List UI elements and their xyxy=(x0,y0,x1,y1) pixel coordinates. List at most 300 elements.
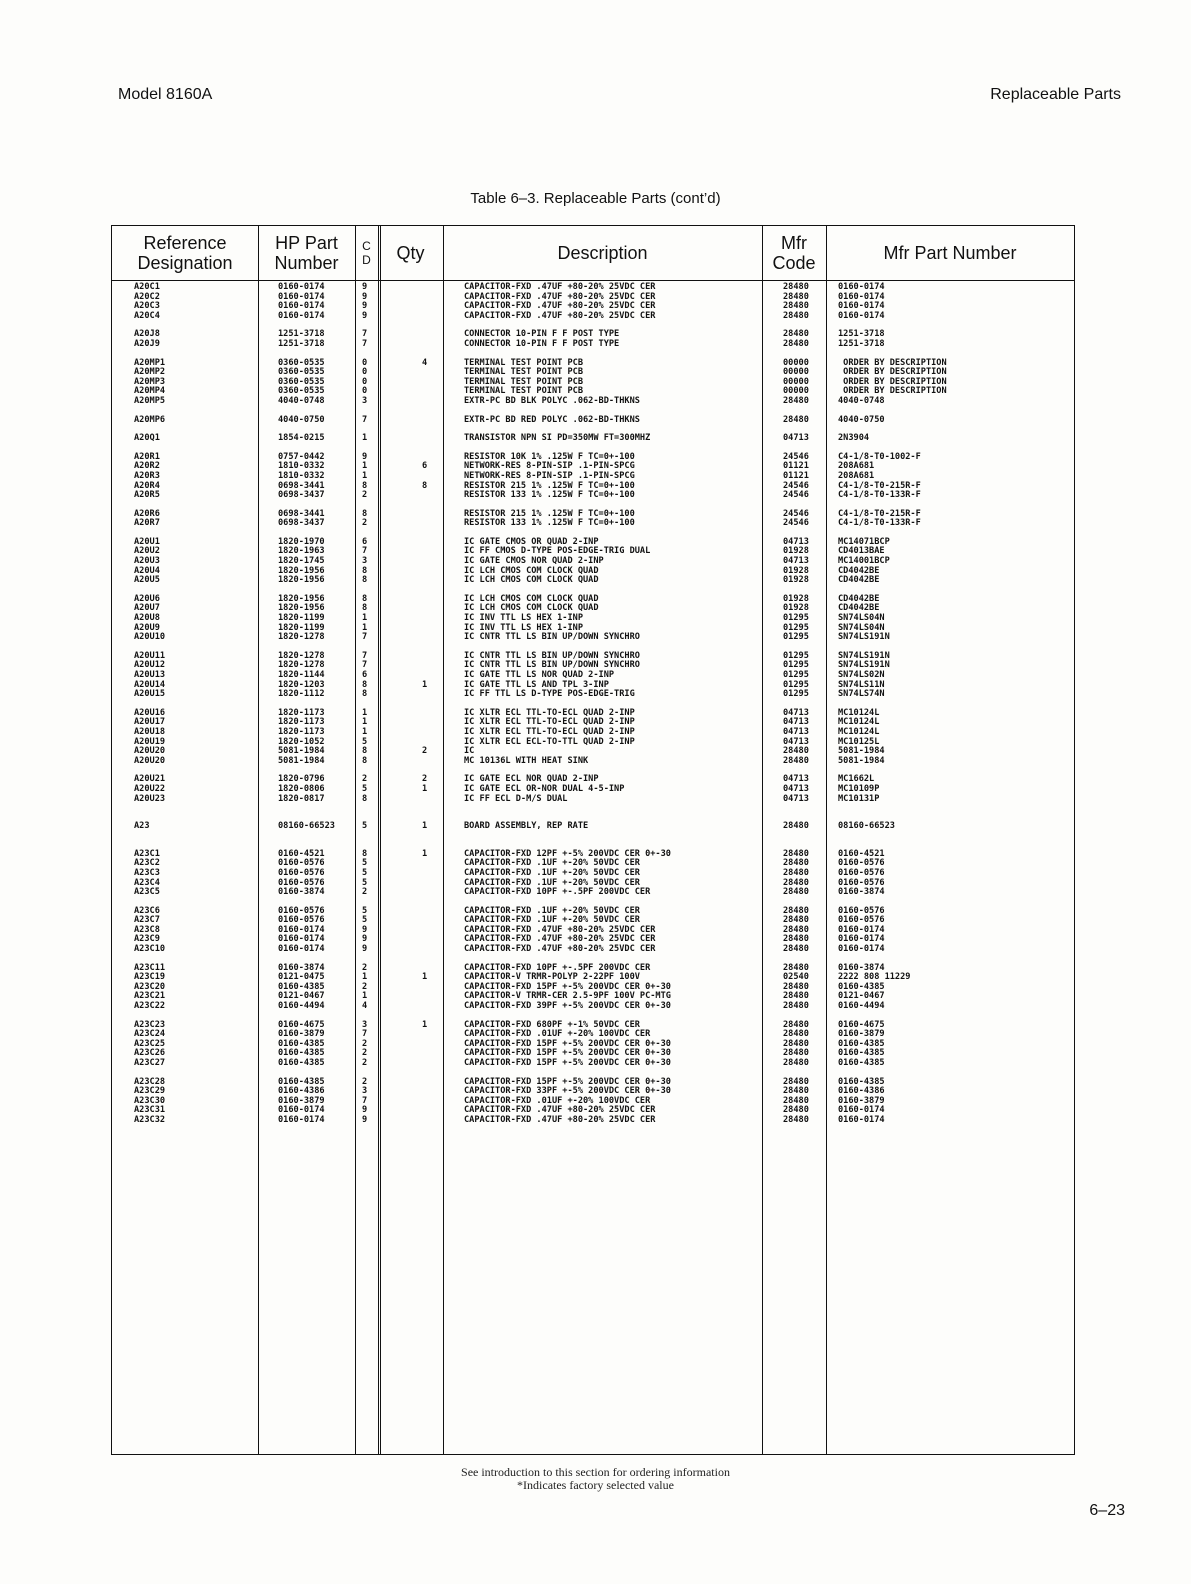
hp-part-number-cell: 0160-0174 xyxy=(278,291,325,302)
description-cell: CONNECTOR 10-PIN F F POST TYPE xyxy=(464,338,620,349)
mfr-part-number-cell: 2222 808 11229 xyxy=(838,972,911,983)
quantity-cell: 1 xyxy=(422,679,428,690)
mfr-part-number-cell: MC10124L xyxy=(838,717,880,728)
mfr-part-number-cell: 0160-0174 xyxy=(838,291,885,302)
mfr-code-cell: 04713 xyxy=(783,736,809,747)
table-row xyxy=(112,747,1074,757)
check-digit-cell: 8 xyxy=(362,679,368,690)
check-digit-cell: 8 xyxy=(362,603,368,614)
check-digit-cell: 2 xyxy=(362,1076,368,1087)
mfr-part-number-cell: 0160-4521 xyxy=(838,848,885,859)
hp-part-number-cell: 0160-0576 xyxy=(278,877,325,888)
mfr-part-number-cell: C4-1/8-T0-133R-F xyxy=(838,518,921,529)
hp-part-number-cell: 1251-3718 xyxy=(278,329,325,340)
mfr-part-number-cell: SN74LS11N xyxy=(838,679,885,690)
mfr-code-cell: 01121 xyxy=(783,470,809,481)
mfr-code-cell: 28480 xyxy=(783,1048,809,1059)
row-group xyxy=(112,453,1074,501)
reference-designation-cell: A20MP2 xyxy=(134,367,166,378)
col-header-mfr-part: Mfr Part Number xyxy=(883,243,1017,263)
reference-designation-cell: A23C6 xyxy=(134,905,160,916)
check-digit-cell: 9 xyxy=(362,944,368,955)
description-cell: NETWORK-RES 8-PIN-SIP .1-PIN-SPCG xyxy=(464,461,635,472)
description-cell: TERMINAL TEST POINT PCB xyxy=(464,357,583,368)
check-digit-cell: 7 xyxy=(362,546,368,557)
row-group xyxy=(112,416,1074,426)
mfr-code-cell: 00000 xyxy=(783,386,809,397)
check-digit-cell: 9 xyxy=(362,451,368,462)
table-row xyxy=(112,519,1074,529)
description-cell: IC LCH CMOS COM CLOCK QUAD xyxy=(464,575,599,586)
mfr-code-cell: 28480 xyxy=(783,848,809,859)
description-cell: IC XLTR ECL TTL-TO-ECL QUAD 2-INP xyxy=(464,726,635,737)
hp-part-number-cell: 0160-3874 xyxy=(278,962,325,973)
check-digit-cell: 9 xyxy=(362,301,368,312)
mfr-part-number-cell: CD4042BE xyxy=(838,565,880,576)
hp-part-number-cell: 0121-0475 xyxy=(278,972,325,983)
mfr-code-cell: 00000 xyxy=(783,367,809,378)
row-group xyxy=(112,652,1074,700)
check-digit-cell: 8 xyxy=(362,508,368,519)
mfr-part-number-cell: 0160-0174 xyxy=(838,934,885,945)
mfr-code-cell: 28480 xyxy=(783,310,809,321)
table-row xyxy=(112,945,1074,955)
mfr-part-number-cell: 0160-4385 xyxy=(838,1038,885,1049)
mfr-part-number-cell: SN74LS04N xyxy=(838,613,885,624)
mfr-part-number-cell: 0160-0174 xyxy=(838,282,885,292)
mfr-code-cell: 28480 xyxy=(783,991,809,1002)
mfr-code-cell: 28480 xyxy=(783,338,809,349)
page-number: 6–23 xyxy=(1089,1502,1125,1519)
mfr-code-cell: 04713 xyxy=(783,536,809,547)
description-cell: IC FF TTL LS D-TYPE POS-EDGE-TRIG xyxy=(464,689,635,700)
description-cell: IC FF CMOS D-TYPE POS-EDGE-TRIG DUAL xyxy=(464,546,651,557)
mfr-part-number-cell: 0160-4386 xyxy=(838,1086,885,1097)
mfr-code-cell: 28480 xyxy=(783,905,809,916)
reference-designation-cell: A23C1 xyxy=(134,848,160,859)
hp-part-number-cell: 0757-0442 xyxy=(278,451,325,462)
reference-designation-cell: A23C31 xyxy=(134,1105,166,1116)
table-row xyxy=(112,312,1074,322)
mfr-part-number-cell: SN74LS191N xyxy=(838,632,890,643)
reference-designation-cell: A23C3 xyxy=(134,867,160,878)
quantity-cell: 6 xyxy=(422,461,428,472)
row-group xyxy=(112,434,1074,444)
description-cell: IC XLTR ECL ECL-TO-TTL QUAD 2-INP xyxy=(464,736,635,747)
check-digit-cell: 5 xyxy=(362,915,368,926)
check-digit-cell: 9 xyxy=(362,1114,368,1125)
mfr-code-cell: 28480 xyxy=(783,821,809,832)
table-row xyxy=(112,416,1074,426)
check-digit-cell: 8 xyxy=(362,755,368,766)
mfr-code-cell: 01295 xyxy=(783,670,809,680)
hp-part-number-cell: 0360-0535 xyxy=(278,367,325,378)
hp-part-number-cell: 0160-3879 xyxy=(278,1029,325,1040)
reference-designation-cell: A23C10 xyxy=(134,944,166,955)
mfr-code-cell: 01928 xyxy=(783,575,809,586)
description-cell: RESISTOR 10K 1% .125W F TC=0+-100 xyxy=(464,451,635,462)
description-cell: IC GATE CMOS NOR QUAD 2-INP xyxy=(464,556,604,567)
reference-designation-cell: A23C22 xyxy=(134,1001,166,1012)
check-digit-cell: 2 xyxy=(362,518,368,529)
check-digit-cell: 9 xyxy=(362,934,368,945)
reference-designation-cell: A23C30 xyxy=(134,1095,166,1106)
reference-designation-cell: A20C3 xyxy=(134,301,160,312)
mfr-code-cell: 01928 xyxy=(783,546,809,557)
description-cell: CAPACITOR-FXD .01UF +-20% 100VDC CER xyxy=(464,1029,651,1040)
mfr-part-number-cell: 0160-4385 xyxy=(838,1076,885,1087)
mfr-code-cell: 28480 xyxy=(783,755,809,766)
mfr-code-cell: 01295 xyxy=(783,660,809,671)
mfr-code-cell: 28480 xyxy=(783,1086,809,1097)
row-group xyxy=(112,595,1074,643)
hp-part-number-cell: 1820-1963 xyxy=(278,546,325,557)
mfr-part-number-cell: 0160-3874 xyxy=(838,962,885,973)
mfr-part-number-cell: ORDER BY DESCRIPTION xyxy=(838,367,947,378)
row-group xyxy=(112,775,1074,804)
description-cell: CAPACITOR-V TRMR-POLYP 2-22PF 100V xyxy=(464,972,640,983)
row-group xyxy=(112,822,1074,832)
reference-designation-cell: A20U20 xyxy=(134,755,166,766)
reference-designation-cell: A23C4 xyxy=(134,877,160,888)
reference-designation-cell: A20MP1 xyxy=(134,357,166,368)
check-digit-cell: 9 xyxy=(362,291,368,302)
reference-designation-cell: A23C8 xyxy=(134,924,160,935)
description-cell: CAPACITOR-FXD 15PF +-5% 200VDC CER 0+-30 xyxy=(464,1058,671,1068)
mfr-part-number-cell: 208A681 xyxy=(838,470,875,481)
reference-designation-cell: A23C20 xyxy=(134,981,166,992)
description-cell: IC GATE CMOS OR QUAD 2-INP xyxy=(464,536,599,547)
reference-designation-cell: A20U16 xyxy=(134,707,166,718)
mfr-code-cell: 04713 xyxy=(783,433,809,444)
row-group xyxy=(112,330,1074,349)
mfr-part-number-cell: MC10124L xyxy=(838,726,880,737)
quantity-cell: 1 xyxy=(422,1019,428,1030)
mfr-code-cell: 28480 xyxy=(783,858,809,869)
hp-part-number-cell: 0121-0467 xyxy=(278,991,325,1002)
check-digit-cell: 5 xyxy=(362,867,368,878)
check-digit-cell: 3 xyxy=(362,395,368,406)
check-digit-cell: 1 xyxy=(362,613,368,624)
hp-part-number-cell: 1820-1278 xyxy=(278,632,325,643)
check-digit-cell: 9 xyxy=(362,924,368,935)
row-group xyxy=(112,907,1074,955)
reference-designation-cell: A20U1 xyxy=(134,536,160,547)
row-group xyxy=(112,1078,1074,1126)
check-digit-cell: 1 xyxy=(362,461,368,472)
check-digit-cell: 1 xyxy=(362,717,368,728)
hp-part-number-cell: 1820-1199 xyxy=(278,613,325,624)
mfr-code-cell: 28480 xyxy=(783,915,809,926)
mfr-part-number-cell: MC10124L xyxy=(838,707,880,718)
check-digit-cell: 8 xyxy=(362,689,368,700)
reference-designation-cell: A20U6 xyxy=(134,593,160,604)
mfr-part-number-cell: 0160-0174 xyxy=(838,924,885,935)
table-row xyxy=(112,785,1074,795)
mfr-part-number-cell: CD4013BAE xyxy=(838,546,885,557)
quantity-cell: 2 xyxy=(422,774,428,785)
hp-part-number-cell: 4040-0748 xyxy=(278,395,325,406)
check-digit-cell: 2 xyxy=(362,490,368,501)
quantity-cell: 1 xyxy=(422,821,428,832)
description-cell: EXTR-PC BD RED POLYC .062-BD-THKNS xyxy=(464,414,640,425)
mfr-code-cell: 24546 xyxy=(783,518,809,529)
hp-part-number-cell: 0160-4675 xyxy=(278,1019,325,1030)
mfr-part-number-cell: MC14071BCP xyxy=(838,536,890,547)
description-cell: TERMINAL TEST POINT PCB xyxy=(464,376,583,387)
description-cell: CAPACITOR-FXD 12PF +-5% 200VDC CER 0+-30 xyxy=(464,848,671,859)
reference-designation-cell: A23C24 xyxy=(134,1029,166,1040)
mfr-code-cell: 28480 xyxy=(783,1001,809,1012)
table-body xyxy=(112,283,1074,1135)
reference-designation-cell: A20U12 xyxy=(134,660,166,671)
mfr-part-number-cell: 5081-1984 xyxy=(838,746,885,757)
description-cell: CAPACITOR-FXD 15PF +-5% 200VDC CER 0+-30 xyxy=(464,1048,671,1059)
reference-designation-cell: A20U10 xyxy=(134,632,166,643)
mfr-part-number-cell: C4-1/8-T0-133R-F xyxy=(838,490,921,501)
reference-designation-cell: A20MP4 xyxy=(134,386,166,397)
reference-designation-cell: A23C19 xyxy=(134,972,166,983)
quantity-cell: 2 xyxy=(422,746,428,757)
check-digit-cell: 4 xyxy=(362,1001,368,1012)
mfr-part-number-cell: 208A681 xyxy=(838,461,875,472)
mfr-part-number-cell: 0160-4675 xyxy=(838,1019,885,1030)
description-cell: MC 10136L WITH HEAT SINK xyxy=(464,755,589,766)
reference-designation-cell: A20J9 xyxy=(134,338,160,349)
mfr-part-number-cell: SN74LS02N xyxy=(838,670,885,680)
reference-designation-cell: A20MP6 xyxy=(134,414,166,425)
check-digit-cell: 8 xyxy=(362,593,368,604)
description-cell: CAPACITOR-FXD .1UF +-20% 50VDC CER xyxy=(464,905,640,916)
check-digit-cell: 5 xyxy=(362,905,368,916)
footnote-factory-selected: *Indicates factory selected value xyxy=(517,1478,674,1492)
row-group xyxy=(112,709,1074,767)
hp-part-number-cell: 1251-3718 xyxy=(278,338,325,349)
hp-part-number-cell: 0160-0174 xyxy=(278,944,325,955)
reference-designation-cell: A20U21 xyxy=(134,774,166,785)
description-cell: CAPACITOR-FXD .47UF +80-20% 25VDC CER xyxy=(464,310,656,321)
reference-designation-cell: A20U17 xyxy=(134,717,166,728)
mfr-part-number-cell: 0160-0174 xyxy=(838,301,885,312)
mfr-code-cell: 28480 xyxy=(783,887,809,898)
mfr-part-number-cell: 0160-0174 xyxy=(838,944,885,955)
description-cell: CAPACITOR-FXD .47UF +80-20% 25VDC CER xyxy=(464,1105,656,1116)
mfr-part-number-cell: MC14001BCP xyxy=(838,556,890,567)
mfr-code-cell: 01928 xyxy=(783,565,809,576)
reference-designation-cell: A20C2 xyxy=(134,291,160,302)
description-cell: CAPACITOR-FXD 10PF +-.5PF 200VDC CER xyxy=(464,962,651,973)
mfr-code-cell: 01295 xyxy=(783,689,809,700)
mfr-part-number-cell: C4-1/8-T0-1002-F xyxy=(838,451,921,462)
hp-part-number-cell: 5081-1984 xyxy=(278,755,325,766)
check-digit-cell: 2 xyxy=(362,1038,368,1049)
mfr-code-cell: 00000 xyxy=(783,357,809,368)
check-digit-cell: 0 xyxy=(362,376,368,387)
description-cell: IC LCH CMOS COM CLOCK QUAD xyxy=(464,565,599,576)
check-digit-cell: 8 xyxy=(362,565,368,576)
mfr-code-cell: 04713 xyxy=(783,793,809,804)
description-cell: CONNECTOR 10-PIN F F POST TYPE xyxy=(464,329,620,340)
check-digit-cell: 6 xyxy=(362,536,368,547)
reference-designation-cell: A23C23 xyxy=(134,1019,166,1030)
reference-designation-cell: A20U4 xyxy=(134,565,160,576)
hp-part-number-cell: 0160-4521 xyxy=(278,848,325,859)
hp-part-number-cell: 1810-0332 xyxy=(278,470,325,481)
mfr-code-cell: 28480 xyxy=(783,1114,809,1125)
mfr-part-number-cell: MC10125L xyxy=(838,736,880,747)
mfr-code-cell: 28480 xyxy=(783,962,809,973)
description-cell: IC INV TTL LS HEX 1-INP xyxy=(464,613,583,624)
quantity-cell: 8 xyxy=(422,480,428,491)
mfr-code-cell: 28480 xyxy=(783,746,809,757)
mfr-part-number-cell: 0160-0576 xyxy=(838,858,885,869)
reference-designation-cell: A23C11 xyxy=(134,962,166,973)
mfr-part-number-cell: 0160-3874 xyxy=(838,887,885,898)
table-row xyxy=(112,397,1074,407)
mfr-part-number-cell: SN74LS74N xyxy=(838,689,885,700)
parts-table xyxy=(111,225,1075,1455)
mfr-part-number-cell: 1251-3718 xyxy=(838,338,885,349)
table-row xyxy=(112,822,1074,832)
table-row xyxy=(112,604,1074,614)
table-row xyxy=(112,757,1074,767)
hp-part-number-cell: 1820-1956 xyxy=(278,575,325,586)
hp-part-number-cell: 0160-4385 xyxy=(278,981,325,992)
hp-part-number-cell: 0360-0535 xyxy=(278,386,325,397)
description-cell: IC XLTR ECL TTL-TO-ECL QUAD 2-INP xyxy=(464,707,635,718)
hp-part-number-cell: 0698-3437 xyxy=(278,490,325,501)
mfr-part-number-cell: 5081-1984 xyxy=(838,755,885,766)
description-cell: CAPACITOR-FXD .47UF +80-20% 25VDC CER xyxy=(464,1114,656,1125)
hp-part-number-cell: 0160-0174 xyxy=(278,934,325,945)
reference-designation-cell: A20U19 xyxy=(134,736,166,747)
reference-designation-cell: A23C7 xyxy=(134,915,160,926)
description-cell: IC GATE ECL OR-NOR DUAL 4-5-INP xyxy=(464,783,625,794)
reference-designation-cell: A20U23 xyxy=(134,793,166,804)
quantity-cell: 1 xyxy=(422,972,428,983)
description-cell: TERMINAL TEST POINT PCB xyxy=(464,367,583,378)
check-digit-cell: 2 xyxy=(362,981,368,992)
mfr-code-cell: 01928 xyxy=(783,603,809,614)
reference-designation-cell: A23C29 xyxy=(134,1086,166,1097)
description-cell: CAPACITOR-FXD 15PF +-5% 200VDC CER 0+-30 xyxy=(464,1038,671,1049)
check-digit-cell: 7 xyxy=(362,414,368,425)
reference-designation-cell: A23 xyxy=(134,821,150,832)
reference-designation-cell: A20R5 xyxy=(134,490,160,501)
hp-part-number-cell: 0160-0174 xyxy=(278,310,325,321)
check-digit-cell: 1 xyxy=(362,470,368,481)
hp-part-number-cell: 1820-1956 xyxy=(278,603,325,614)
reference-designation-cell: A20U7 xyxy=(134,603,160,614)
reference-designation-cell: A20U22 xyxy=(134,783,166,794)
hp-part-number-cell: 1820-1144 xyxy=(278,670,325,680)
hp-part-number-cell: 0160-4385 xyxy=(278,1076,325,1087)
mfr-code-cell: 28480 xyxy=(783,329,809,340)
description-cell: RESISTOR 215 1% .125W F TC=0+-100 xyxy=(464,480,635,491)
description-cell: IC LCH CMOS COM CLOCK QUAD xyxy=(464,593,599,604)
mfr-part-number-cell: 2N3904 xyxy=(838,433,870,444)
description-cell: CAPACITOR-FXD .47UF +80-20% 25VDC CER xyxy=(464,934,656,945)
mfr-part-number-cell: MC10131P xyxy=(838,793,880,804)
mfr-part-number-cell: C4-1/8-T0-215R-F xyxy=(838,480,921,491)
check-digit-cell: 9 xyxy=(362,282,368,292)
table-row xyxy=(112,738,1074,748)
description-cell: IC FF ECL D-M/S DUAL xyxy=(464,793,568,804)
description-cell: RESISTOR 133 1% .125W F TC=0+-100 xyxy=(464,518,635,529)
mfr-part-number-cell: 0160-4385 xyxy=(838,1048,885,1059)
check-digit-cell: 7 xyxy=(362,660,368,671)
mfr-code-cell: 28480 xyxy=(783,1029,809,1040)
description-cell: CAPACITOR-FXD 10PF +-.5PF 200VDC CER xyxy=(464,887,651,898)
mfr-code-cell: 04713 xyxy=(783,556,809,567)
mfr-code-cell: 24546 xyxy=(783,451,809,462)
col-header-cd: C D xyxy=(362,239,371,267)
reference-designation-cell: A20MP5 xyxy=(134,395,166,406)
check-digit-cell: 8 xyxy=(362,480,368,491)
hp-part-number-cell: 0160-0174 xyxy=(278,282,325,292)
mfr-code-cell: 28480 xyxy=(783,1019,809,1030)
mfr-code-cell: 01295 xyxy=(783,613,809,624)
reference-designation-cell: A23C5 xyxy=(134,887,160,898)
check-digit-cell: 8 xyxy=(362,746,368,757)
hp-part-number-cell: 1820-1173 xyxy=(278,726,325,737)
mfr-code-cell: 04713 xyxy=(783,717,809,728)
table-row xyxy=(112,340,1074,350)
description-cell: IC GATE TTL LS NOR QUAD 2-INP xyxy=(464,670,615,680)
description-cell: IC GATE ECL NOR QUAD 2-INP xyxy=(464,774,599,785)
mfr-code-cell: 01121 xyxy=(783,461,809,472)
quantity-cell: 4 xyxy=(422,357,428,368)
description-cell: CAPACITOR-FXD .47UF +80-20% 25VDC CER xyxy=(464,944,656,955)
hp-part-number-cell: 0160-4494 xyxy=(278,1001,325,1012)
check-digit-cell: 0 xyxy=(362,367,368,378)
reference-designation-cell: A23C27 xyxy=(134,1058,166,1068)
mfr-code-cell: 28480 xyxy=(783,924,809,935)
mfr-code-cell: 24546 xyxy=(783,490,809,501)
check-digit-cell: 7 xyxy=(362,1095,368,1106)
hp-part-number-cell: 0160-4386 xyxy=(278,1086,325,1097)
hp-part-number-cell: 0160-4385 xyxy=(278,1038,325,1049)
table-row xyxy=(112,491,1074,501)
hp-part-number-cell: 0160-0174 xyxy=(278,1114,325,1125)
hp-part-number-cell: 1820-1745 xyxy=(278,556,325,567)
reference-designation-cell: A20R6 xyxy=(134,508,160,519)
mfr-part-number-cell: C4-1/8-T0-215R-F xyxy=(838,508,921,519)
description-cell: IC CNTR TTL LS BIN UP/DOWN SYNCHRO xyxy=(464,650,640,661)
mfr-code-cell: 01295 xyxy=(783,650,809,661)
description-cell: CAPACITOR-FXD 39PF +-5% 200VDC CER 0+-30 xyxy=(464,1001,671,1012)
reference-designation-cell: A23C28 xyxy=(134,1076,166,1087)
check-digit-cell: 5 xyxy=(362,736,368,747)
reference-designation-cell: A20U20 xyxy=(134,746,166,757)
hp-part-number-cell: 1820-1956 xyxy=(278,565,325,576)
description-cell: CAPACITOR-FXD 15PF +-5% 200VDC CER 0+-30 xyxy=(464,981,671,992)
col-header-description: Description xyxy=(557,243,648,263)
mfr-code-cell: 28480 xyxy=(783,1095,809,1106)
row-group xyxy=(112,510,1074,529)
table-row xyxy=(112,795,1074,805)
mfr-part-number-cell: 0160-0576 xyxy=(838,877,885,888)
description-cell: IC LCH CMOS COM CLOCK QUAD xyxy=(464,603,599,614)
model-header: Model 8160A xyxy=(118,86,213,103)
check-digit-cell: 8 xyxy=(362,848,368,859)
check-digit-cell: 0 xyxy=(362,357,368,368)
mfr-part-number-cell: ORDER BY DESCRIPTION xyxy=(838,376,947,387)
hp-part-number-cell: 0160-0174 xyxy=(278,924,325,935)
mfr-part-number-cell: 0160-4385 xyxy=(838,1058,885,1068)
check-digit-cell: 6 xyxy=(362,670,368,680)
mfr-code-cell: 01295 xyxy=(783,679,809,690)
